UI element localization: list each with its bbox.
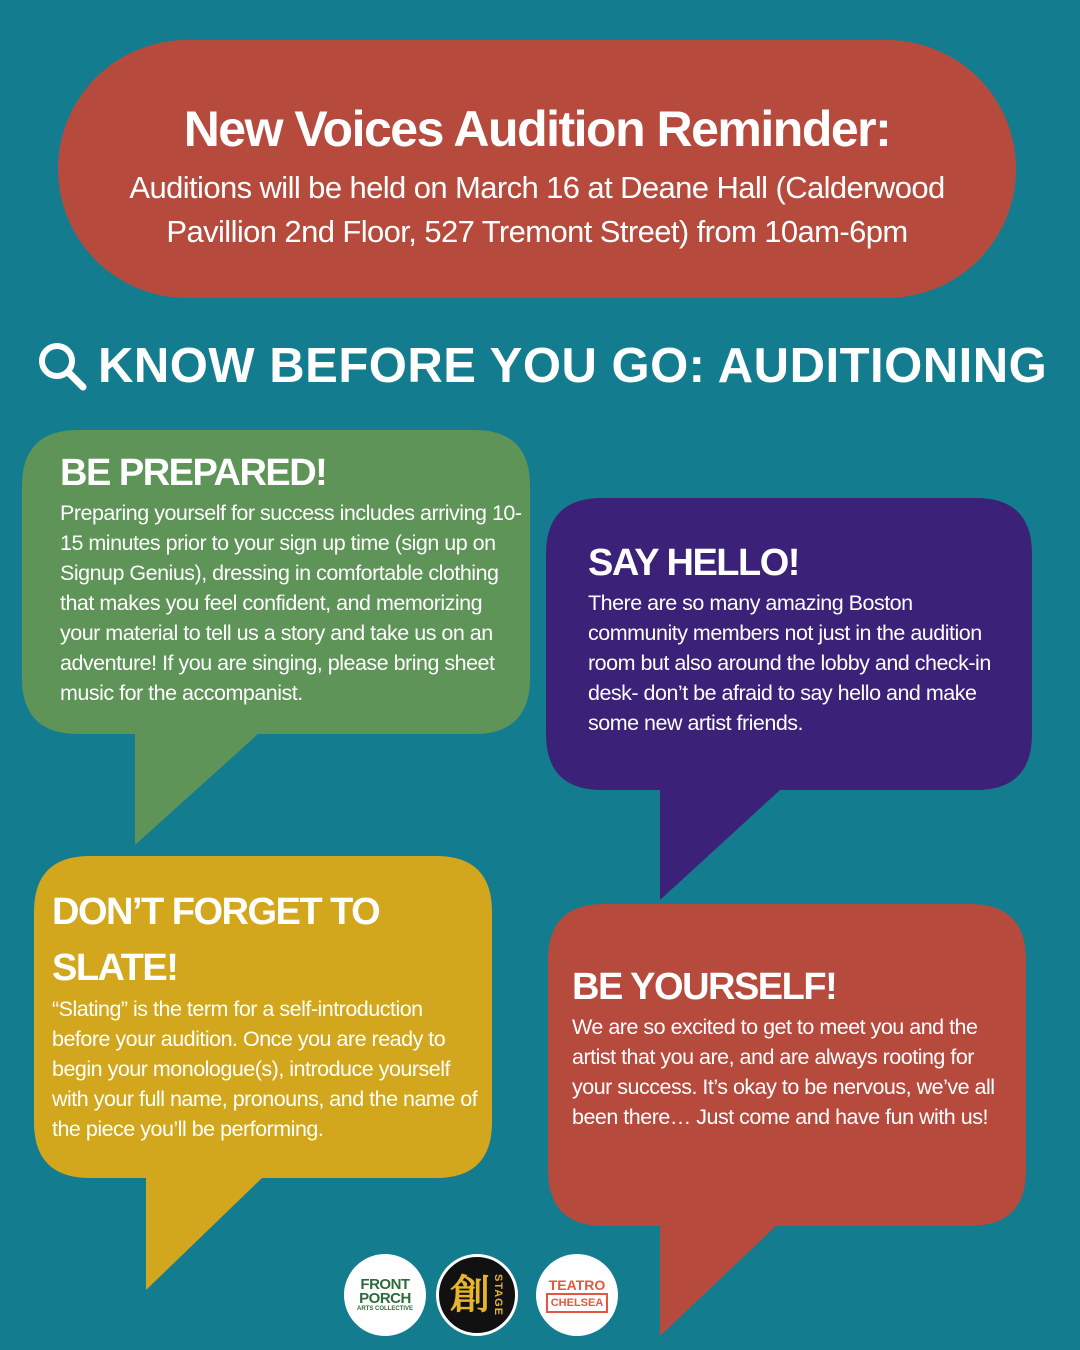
tip-say-hello [588,540,998,738]
tip-title: DON’T FORGET TO SLATE! [52,891,380,989]
tip-body: “Slating” is the term for a self-introduction before your audition. Once you are ready to begin your monologue(s), introduce yourself with your full name, pronouns, and the name of the piece you’ll be performing. [52,997,478,1141]
teatro-line2: CHELSEA [546,1293,609,1313]
front-porch-logo [344,1254,426,1336]
chuang-stage-side: STAGE [492,1273,504,1317]
front-porch-line3: ARTS COLLECTIVE [356,1305,413,1312]
front-porch-line2: PORCH [359,1289,411,1307]
banner-title: New Voices Audition Reminder: [183,101,891,157]
chuang-stage-logo [436,1254,518,1336]
front-porch-line1: FRONT [360,1275,410,1293]
tip-title: BE YOURSELF! [572,966,837,1008]
teatro-chelsea-logo [536,1254,618,1336]
tip-be-prepared [60,450,522,708]
search-icon [36,340,88,392]
audition-reminder-banner [58,40,1016,298]
tip-dont-forget-to-slate [52,884,484,1144]
tip-title: BE PREPARED! [60,452,327,494]
banner-details: Auditions will be held on March 16 at Deane Hall (Calderwood Pavillion 2nd Floor, 527 Tremont Street) from 10am-6pm [129,170,945,249]
teatro-line1: TEATRO [548,1277,606,1293]
tip-body: Preparing yourself for success includes arriving 10-15 minutes prior to your sign up time (sign up on Signup Genius), dressing in comfortable clothing that makes you feel confident, and memorizing your material to tell us a story and take us on an adventure! If you are singing, please bring sheet music for the accompanist. [60,501,522,705]
tip-body: There are so many amazing Boston community members not just in the audition room but also around the lobby and check-in desk- don’t be afraid to say hello and make some new artist friends. [588,591,991,735]
section-heading [36,330,1047,402]
section-heading-text: KNOW BEFORE YOU GO: AUDITIONING [98,339,1048,393]
tip-body: We are so excited to get to meet you and the artist that you are, and are always rooting for your success. It’s okay to be nervous, we’ve all been there… Just come and have fun with us! [572,1015,995,1129]
tip-title: SAY HELLO! [588,542,799,584]
chuang-glyph: 創 [450,1273,490,1317]
tip-be-yourself [572,964,1002,1132]
